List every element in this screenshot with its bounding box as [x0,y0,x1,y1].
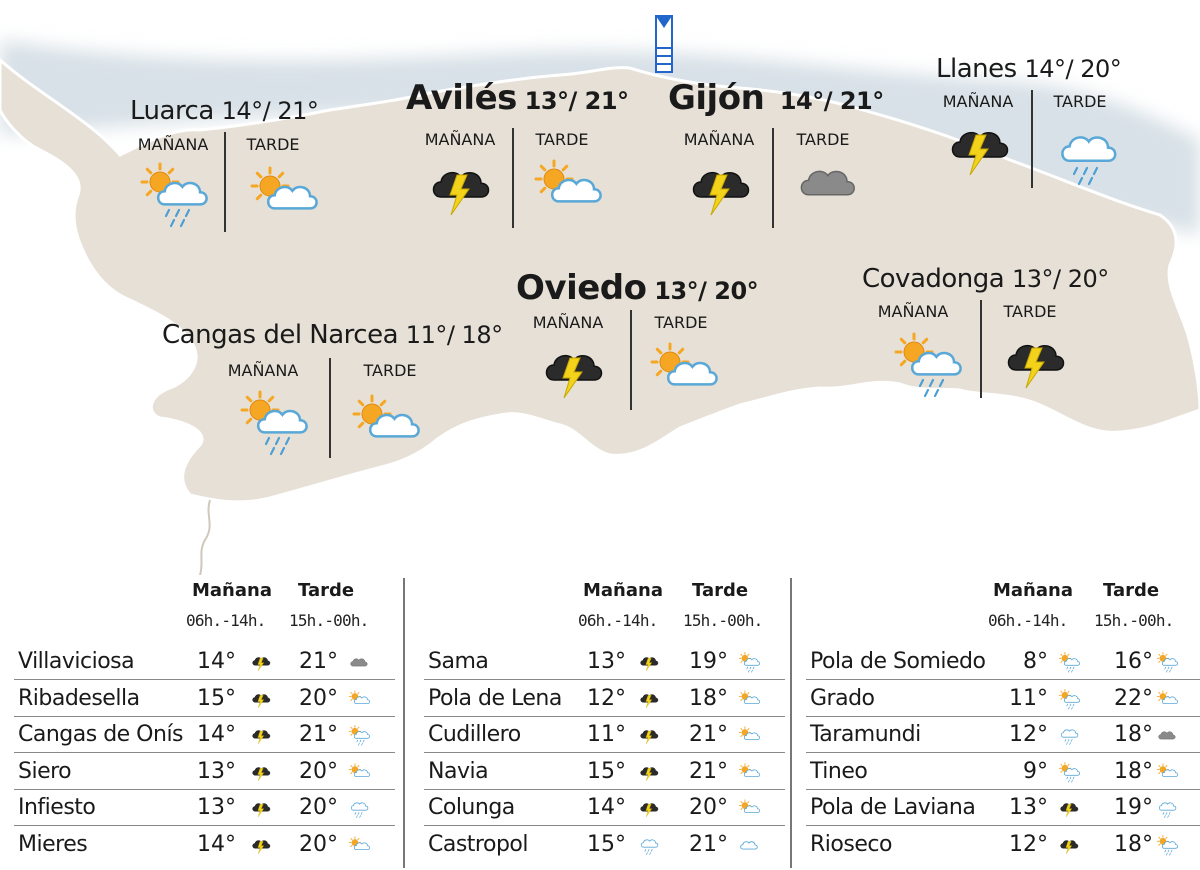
city-temps: 13°/ 20° [654,277,759,305]
divider [512,128,514,228]
city-heading [130,96,318,126]
rain-cloud-icon [1156,798,1178,825]
afternoon-hours: 15h.-00h. [683,611,763,630]
afternoon-temp: 20° [689,795,728,820]
morning-temp: 14° [197,649,236,674]
morning-hours: 06h.-14h. [988,611,1068,630]
storm-icon [1000,328,1070,403]
location-name: Castropol [428,831,528,857]
location-name: Siero [18,758,72,784]
afternoon-temp: 21° [689,831,728,857]
afternoon-temp: 18° [1114,722,1153,747]
storm-icon [538,338,608,413]
morning-label: MAÑANA [227,361,299,380]
afternoon-label: TARDE [796,130,850,149]
morning-label: MAÑANA [877,302,949,321]
rain-cloud-icon [1058,725,1080,752]
city-name: Llanes [936,54,1017,84]
morning-header: Mañana [583,580,663,601]
afternoon-label: TARDE [654,313,708,332]
afternoon-temp: 16° [1114,649,1153,674]
location-name: Grado [810,685,875,711]
afternoon-temp: 19° [1114,795,1153,820]
table-row [806,754,1200,790]
sun-cloud-icon [648,338,718,413]
city-temps: 14°/ 21° [779,87,884,115]
morning-temp: 13° [197,795,236,820]
city-name: Luarca [130,96,214,126]
city-heading [862,264,1109,294]
morning-label: MAÑANA [942,92,1014,111]
city-heading [668,78,884,118]
afternoon-label: TARDE [1053,92,1107,111]
morning-temp: 15° [587,831,626,857]
morning-label: MAÑANA [424,130,496,149]
afternoon-temp: 20° [299,831,338,857]
morning-temp: 14° [587,795,626,820]
afternoon-header: Tarde [692,580,749,601]
city-temps: 14°/ 21° [221,97,319,125]
afternoon-temp: 18° [1114,758,1153,784]
afternoon-temp: 18° [689,685,728,711]
cloud-icon [793,150,863,225]
morning-header: Mañana [993,580,1073,601]
morning-temp: 12° [1009,831,1048,857]
location-name: Pola de Laviana [810,795,976,820]
morning-temp: 15° [587,758,626,784]
afternoon-label: TARDE [535,130,589,149]
afternoon-temp: 18° [1114,831,1153,857]
sun-cloud-icon [1156,762,1178,789]
river-line [200,500,210,575]
morning-temp: 11° [587,722,626,747]
sun-cloud-rain-icon [238,390,308,465]
morning-temp: 8° [1023,649,1048,674]
location-name: Cangas de Onís [18,722,184,747]
afternoon-temp: 21° [689,722,728,747]
location-name: Villaviciosa [18,649,135,674]
location-name: Tineo [810,758,868,784]
morning-label: MAÑANA [532,313,604,332]
afternoon-header: Tarde [298,580,355,601]
morning-temp: 12° [1009,722,1048,747]
divider [329,358,331,458]
morning-hours: 06h.-14h. [578,611,658,630]
city-temps: 13°/ 20° [1011,265,1109,293]
morning-temp: 13° [1009,795,1048,820]
morning-header: Mañana [192,580,272,601]
location-name: Taramundi [810,722,921,747]
afternoon-temp: 20° [299,795,338,820]
lighthouse-icon [656,16,672,72]
sun-cloud-icon [350,390,420,465]
city-name: Cangas del Narcea [162,320,399,350]
sun-cloud-rain-icon [892,332,962,407]
table-row [806,827,1200,863]
city-name: Covadonga [862,264,1005,294]
afternoon-temp: 20° [299,685,338,711]
table-row [806,790,1200,826]
afternoon-label: TARDE [1003,302,1057,321]
afternoon-temp: 20° [299,758,338,784]
morning-temp: 14° [197,722,236,747]
forecast-tables [0,578,1200,870]
location-name: Pola de Lena [428,685,562,711]
afternoon-header: Tarde [1103,580,1160,601]
forecast-column-3 [0,578,1200,870]
storm-icon [1058,798,1080,825]
table-row [806,717,1200,753]
sun-cloud-rain-icon [138,162,208,237]
storm-icon [425,155,495,230]
sun-cloud-icon [248,162,318,237]
city-name: Avilés [406,78,517,118]
sun-cloud-rain-icon [1156,835,1178,862]
divider [630,310,632,410]
divider [980,300,982,398]
afternoon-temp: 19° [689,649,728,674]
rain-cloud-icon [1052,122,1122,197]
table-row [806,644,1200,680]
table-row [806,681,1200,717]
afternoon-hours: 15h.-00h. [1094,611,1174,630]
morning-label: MAÑANA [683,130,755,149]
sun-cloud-rain-icon [1058,652,1080,679]
location-name: Rioseco [810,831,892,857]
storm-icon [685,155,755,230]
location-name: Navia [428,758,489,784]
morning-temp: 12° [587,685,626,711]
morning-hours: 06h.-14h. [186,611,266,630]
morning-temp: 11° [1009,685,1048,711]
morning-temp: 13° [587,649,626,674]
location-name: Colunga [428,795,515,820]
afternoon-temp: 21° [689,758,728,784]
divider [772,128,774,228]
location-name: Infiesto [18,795,96,820]
afternoon-temp: 21° [299,649,338,674]
morning-temp: 15° [197,685,236,711]
storm-icon [1058,835,1080,862]
city-temps: 14°/ 20° [1024,55,1122,83]
sun-cloud-icon [532,155,602,230]
sun-cloud-rain-icon [1058,762,1080,789]
city-temps: 11°/ 18° [405,321,503,349]
morning-temp: 9° [1023,758,1048,784]
sun-cloud-icon [1156,689,1178,716]
afternoon-temp: 21° [299,722,338,747]
city-temps: 13°/ 21° [524,87,629,115]
location-name: Pola de Somiedo [810,649,986,674]
city-heading [936,54,1121,84]
city-heading [516,268,758,308]
location-name: Mieres [18,831,88,857]
city-heading [162,320,503,350]
divider [1031,90,1033,188]
divider [224,132,226,232]
city-name: Gijón [668,78,765,118]
location-name: Cudillero [428,722,521,747]
city-heading [406,78,629,118]
location-name: Ribadesella [18,685,140,711]
sun-cloud-rain-icon [1058,689,1080,716]
storm-icon [944,115,1014,190]
sun-cloud-rain-icon [1156,652,1178,679]
city-name: Oviedo [516,268,647,308]
morning-temp: 13° [197,758,236,784]
location-name: Sama [428,649,489,674]
afternoon-label: TARDE [246,135,300,154]
afternoon-label: TARDE [363,361,417,380]
afternoon-hours: 15h.-00h. [289,611,369,630]
morning-temp: 14° [197,831,236,857]
morning-label: MAÑANA [137,135,209,154]
afternoon-temp: 22° [1114,685,1153,711]
cloud-icon [1156,725,1178,752]
